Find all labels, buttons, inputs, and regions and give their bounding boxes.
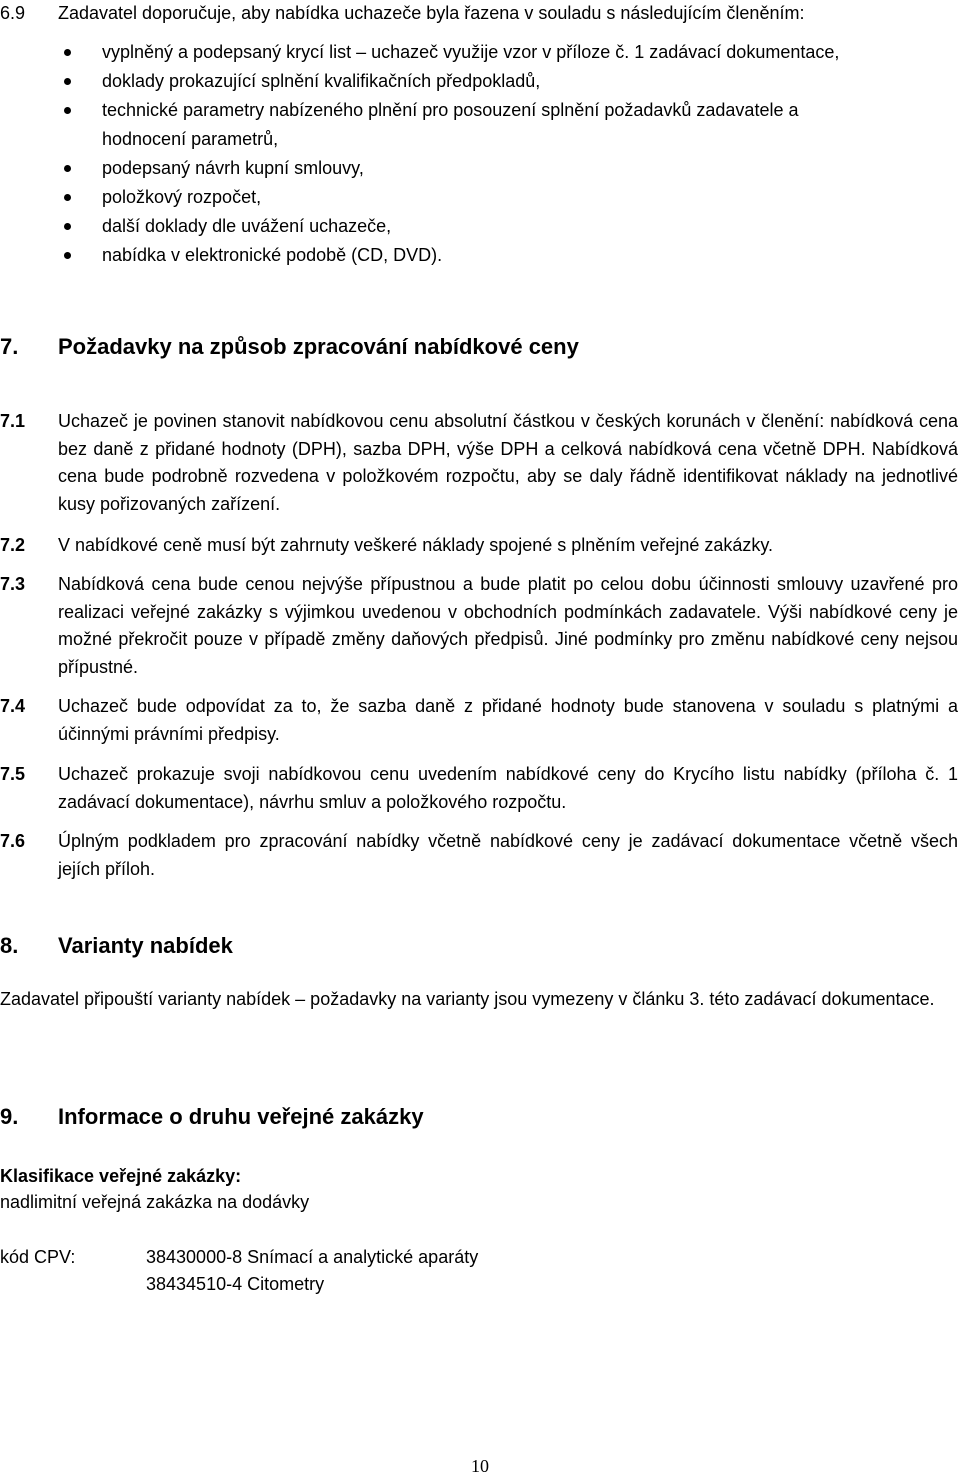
bullet-icon xyxy=(64,78,71,85)
bullet-icon xyxy=(64,194,71,201)
classification-value: nadlimitní veřejná zakázka na dodávky xyxy=(0,1192,310,1212)
section-number: 7.2 xyxy=(0,535,26,555)
bullet-icon xyxy=(64,223,71,230)
bullet-icon xyxy=(64,49,71,56)
section-number: 7.1 xyxy=(0,411,26,431)
paragraph-variants: Zadavatel připouští varianty nabídek – požadavky na varianty jsou vymezeny v článku 3. této zadávací dokumentace. xyxy=(0,989,935,1009)
bullet-icon xyxy=(64,252,71,259)
heading-9 xyxy=(0,1104,960,1134)
section-text: Uchazeč bude odpovídat za to, že sazba daně z přidané hodnoty bude stanovena v souladu s platnými a účinnými právními předpisy. xyxy=(58,696,958,744)
section-number: 6.9 xyxy=(0,3,26,23)
heading-title: Informace o druhu veřejné zakázky xyxy=(58,1104,424,1129)
section-number: 7.3 xyxy=(0,574,26,594)
section-text: Uchazeč prokazuje svoji nabídkovou cenu uvedením nabídkové ceny do Krycího listu nabídky (příloha č. 1 zadávací dokumentace), návrhu smluv a položkového rozpočtu. xyxy=(58,764,958,812)
heading-number: 7. xyxy=(0,334,19,359)
section-number: 7.4 xyxy=(0,696,26,716)
section-text: Zadavatel doporučuje, aby nabídka uchazeče byla řazena v souladu s následujícím členěním: xyxy=(58,3,805,23)
section-text: Nabídková cena bude cenou nejvýše přípustnou a bude platit po celou dobu účinnosti smlouvy uzavřené pro realizaci veřejné zakázky s výjimkou uvedenou v obchodních podmínkách zadavatele. Výši nabídkové ceny je možné překročit pouze v případě změny daňových předpisů. Jiné podmínky pro změnu nabídkové ceny nejsou přípustné. xyxy=(58,574,958,677)
page-number: 10 xyxy=(471,1456,489,1476)
section-text: Uchazeč je povinen stanovit nabídkovou cenu absolutní částkou v českých korunách v členění: nabídková cena bez daně z přidané hodnoty (DPH), sazba DPH, výše DPH a celková nabídková cena včetně DPH. Nabídková cena bude podrobně rozvedena v položkovém rozpočtu, aby se daly řádně identifikovat náklady na jednotlivé kusy pořizovaných zařízení. xyxy=(58,411,958,514)
heading-8 xyxy=(0,933,960,963)
section-number: 7.6 xyxy=(0,831,26,851)
bullet-icon xyxy=(64,107,71,114)
cpv-value: 38434510-4 Citometry xyxy=(146,1274,325,1294)
heading-number: 8. xyxy=(0,933,19,958)
heading-title: Požadavky na způsob zpracování nabídkové ceny xyxy=(58,334,579,359)
cpv-label: kód CPV: xyxy=(0,1247,76,1267)
heading-number: 9. xyxy=(0,1104,19,1129)
classification-label: Klasifikace veřejné zakázky: xyxy=(0,1166,242,1186)
section-text: V nabídkové ceně musí být zahrnuty veškeré náklady spojené s plněním veřejné zakázky. xyxy=(58,535,774,555)
cpv-value: 38430000-8 Snímací a analytické aparáty xyxy=(146,1247,479,1267)
heading-7 xyxy=(0,334,960,364)
section-text: Úplným podkladem pro zpracování nabídky včetně nabídkové ceny je zadávací dokumentace včetně všech jejích příloh. xyxy=(58,831,958,879)
section-number: 7.5 xyxy=(0,764,26,784)
bullet-icon xyxy=(64,165,71,172)
heading-title: Varianty nabídek xyxy=(58,933,233,958)
